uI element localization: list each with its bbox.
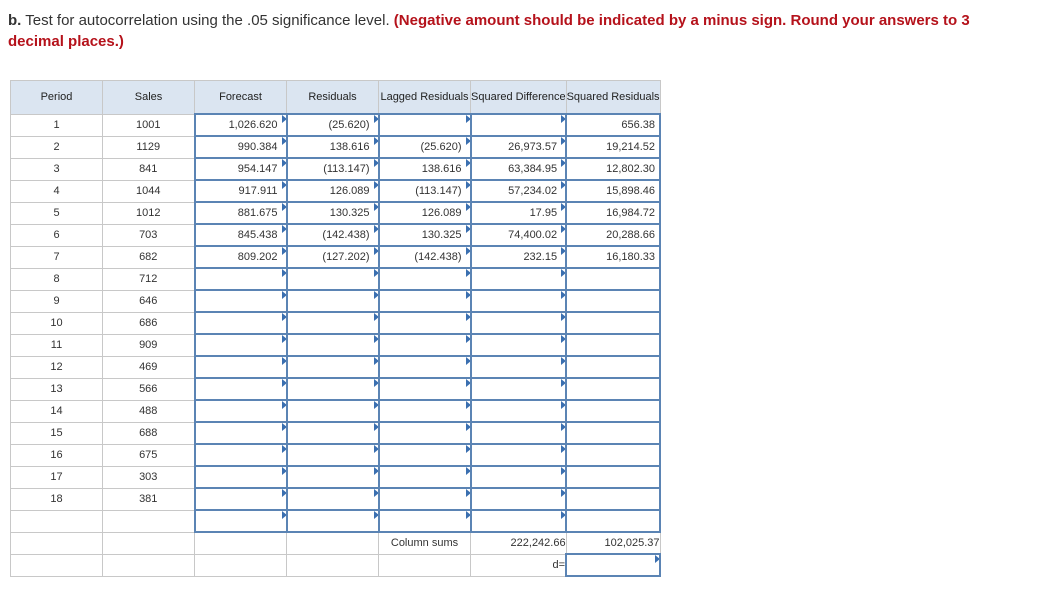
squared-difference-input[interactable] — [471, 312, 567, 334]
sales-cell: 1001 — [103, 114, 195, 136]
squared-residual-input[interactable] — [566, 378, 660, 400]
residual-input[interactable]: 138.616 — [287, 136, 379, 158]
period-cell — [11, 510, 103, 532]
forecast-input[interactable] — [195, 334, 287, 356]
residual-input[interactable]: (113.147) — [287, 158, 379, 180]
period-cell: 8 — [11, 268, 103, 290]
lagged-residual-input[interactable]: (25.620) — [379, 136, 471, 158]
period-cell: 6 — [11, 224, 103, 246]
period-cell: 15 — [11, 422, 103, 444]
header-residuals: Residuals — [287, 81, 379, 115]
squared-residual-input[interactable]: 16,984.72 — [566, 202, 660, 224]
forecast-input[interactable]: 881.675 — [195, 202, 287, 224]
sales-cell: 686 — [103, 312, 195, 334]
residual-input[interactable]: (25.620) — [287, 114, 379, 136]
input-flag-icon — [655, 555, 660, 563]
period-cell: 9 — [11, 290, 103, 312]
sales-cell: 1044 — [103, 180, 195, 202]
instruction-text: Test for autocorrelation using the .05 significance level. — [21, 12, 394, 29]
lagged-residual-input[interactable] — [379, 356, 471, 378]
table-row — [11, 488, 661, 510]
forecast-input[interactable]: 845.438 — [195, 224, 287, 246]
sales-cell: 703 — [103, 224, 195, 246]
period-cell: 2 — [11, 136, 103, 158]
forecast-input[interactable]: 1,026.620 — [195, 114, 287, 136]
sales-cell: 675 — [103, 444, 195, 466]
lagged-residual-input[interactable] — [379, 510, 471, 532]
squared-residual-input[interactable] — [566, 510, 660, 532]
table-row — [11, 510, 661, 532]
lagged-residual-input[interactable] — [379, 290, 471, 312]
squared-residual-input[interactable]: 16,180.33 — [566, 246, 660, 268]
squared-residual-input[interactable]: 12,802.30 — [566, 158, 660, 180]
squared-residual-input[interactable] — [566, 334, 660, 356]
header-period: Period — [11, 81, 103, 115]
sales-cell: 841 — [103, 158, 195, 180]
lagged-residual-input[interactable] — [379, 444, 471, 466]
squared-residual-input[interactable]: 656.38 — [566, 114, 660, 136]
table-row — [11, 312, 661, 334]
residual-input[interactable] — [287, 444, 379, 466]
table-row — [11, 466, 661, 488]
blank-cell — [287, 554, 379, 576]
instructions — [8, 10, 1028, 52]
table-row — [11, 378, 661, 400]
forecast-input[interactable] — [195, 510, 287, 532]
table-row — [11, 444, 661, 466]
squared-difference-input[interactable] — [471, 290, 567, 312]
blank-cell — [287, 532, 379, 554]
squared-residual-input[interactable] — [566, 290, 660, 312]
lagged-residual-input[interactable] — [379, 268, 471, 290]
sales-cell: 909 — [103, 334, 195, 356]
instruction-note: (Negative amount should be indicated by a minus sign. Round your answers to 3 decimal places.) — [8, 12, 970, 50]
squared-difference-input[interactable] — [471, 422, 567, 444]
table-row — [11, 224, 661, 246]
sales-cell: 1129 — [103, 136, 195, 158]
lagged-residual-input[interactable]: 138.616 — [379, 158, 471, 180]
squared-difference-input[interactable] — [471, 510, 567, 532]
sales-cell — [103, 510, 195, 532]
lagged-residual-input[interactable]: 126.089 — [379, 202, 471, 224]
squared-difference-input[interactable] — [471, 334, 567, 356]
header-squared-difference: Squared Difference — [471, 81, 567, 115]
residual-input[interactable]: (127.202) — [287, 246, 379, 268]
period-cell: 7 — [11, 246, 103, 268]
table-row — [11, 202, 661, 224]
sales-cell: 381 — [103, 488, 195, 510]
sales-cell: 488 — [103, 400, 195, 422]
period-cell: 1 — [11, 114, 103, 136]
residual-input[interactable] — [287, 466, 379, 488]
forecast-input[interactable] — [195, 444, 287, 466]
squared-difference-input[interactable]: 26,973.57 — [471, 136, 567, 158]
forecast-input[interactable] — [195, 466, 287, 488]
sum-squared-residuals: 102,025.37 — [566, 532, 660, 554]
lagged-residual-input[interactable]: (113.147) — [379, 180, 471, 202]
residual-input[interactable] — [287, 268, 379, 290]
sales-cell: 688 — [103, 422, 195, 444]
forecast-input[interactable] — [195, 356, 287, 378]
period-cell: 11 — [11, 334, 103, 356]
period-cell: 12 — [11, 356, 103, 378]
table-row — [11, 290, 661, 312]
lagged-residual-input[interactable] — [379, 488, 471, 510]
residual-input[interactable] — [287, 312, 379, 334]
forecast-input[interactable]: 917.911 — [195, 180, 287, 202]
squared-residual-input[interactable] — [566, 444, 660, 466]
squared-residual-input[interactable] — [566, 466, 660, 488]
lagged-residual-input[interactable]: (142.438) — [379, 246, 471, 268]
table-row — [11, 246, 661, 268]
sales-cell: 712 — [103, 268, 195, 290]
period-cell: 18 — [11, 488, 103, 510]
squared-residual-input[interactable] — [566, 312, 660, 334]
blank-cell — [11, 554, 103, 576]
lagged-residual-input[interactable] — [379, 400, 471, 422]
header-sales: Sales — [103, 81, 195, 115]
table-row — [11, 268, 661, 290]
squared-residual-input[interactable]: 19,214.52 — [566, 136, 660, 158]
squared-residual-input[interactable] — [566, 356, 660, 378]
residual-input[interactable] — [287, 488, 379, 510]
blank-cell — [195, 532, 287, 554]
table-row — [11, 136, 661, 158]
forecast-input[interactable] — [195, 312, 287, 334]
forecast-input[interactable] — [195, 400, 287, 422]
forecast-input[interactable] — [195, 290, 287, 312]
lagged-residual-input[interactable] — [379, 114, 471, 136]
sales-cell: 303 — [103, 466, 195, 488]
residual-input[interactable] — [287, 510, 379, 532]
lagged-residual-input[interactable] — [379, 334, 471, 356]
squared-difference-input[interactable] — [471, 114, 567, 136]
sales-cell: 1012 — [103, 202, 195, 224]
lagged-residual-input[interactable] — [379, 312, 471, 334]
period-cell: 16 — [11, 444, 103, 466]
header-lagged-residuals: Lagged Residuals — [379, 81, 471, 115]
lagged-residual-input[interactable] — [379, 378, 471, 400]
residual-input[interactable]: 126.089 — [287, 180, 379, 202]
blank-cell — [195, 554, 287, 576]
blank-cell — [103, 532, 195, 554]
squared-difference-input[interactable] — [471, 378, 567, 400]
forecast-input[interactable]: 954.147 — [195, 158, 287, 180]
forecast-input[interactable]: 809.202 — [195, 246, 287, 268]
forecast-input[interactable] — [195, 488, 287, 510]
residual-input[interactable] — [287, 400, 379, 422]
part-label: b. — [8, 12, 22, 29]
residual-input[interactable]: 130.325 — [287, 202, 379, 224]
header-squared-residuals: Squared Residuals — [566, 81, 660, 115]
column-sums-row — [11, 532, 661, 554]
autocorrelation-table — [10, 80, 661, 577]
squared-difference-input[interactable] — [471, 400, 567, 422]
squared-difference-input[interactable] — [471, 356, 567, 378]
blank-cell — [379, 554, 471, 576]
squared-residual-input[interactable] — [566, 422, 660, 444]
d-label: d= — [471, 554, 567, 576]
residual-input[interactable] — [287, 356, 379, 378]
period-cell: 10 — [11, 312, 103, 334]
lagged-residual-input[interactable] — [379, 466, 471, 488]
squared-residual-input[interactable]: 15,898.46 — [566, 180, 660, 202]
blank-cell — [103, 554, 195, 576]
table-row — [11, 400, 661, 422]
residual-input[interactable] — [287, 290, 379, 312]
residual-input[interactable] — [287, 334, 379, 356]
squared-difference-input[interactable] — [471, 466, 567, 488]
column-sums-label: Column sums — [379, 532, 471, 554]
squared-residual-input[interactable] — [566, 268, 660, 290]
period-cell: 17 — [11, 466, 103, 488]
squared-residual-input[interactable] — [566, 400, 660, 422]
lagged-residual-input[interactable]: 130.325 — [379, 224, 471, 246]
sales-cell: 566 — [103, 378, 195, 400]
squared-difference-input[interactable]: 74,400.02 — [471, 224, 567, 246]
table-row — [11, 334, 661, 356]
residual-input[interactable]: (142.438) — [287, 224, 379, 246]
header-row — [11, 81, 661, 115]
table-row — [11, 158, 661, 180]
header-forecast: Forecast — [195, 81, 287, 115]
d-statistic-row — [11, 554, 661, 576]
residual-input[interactable] — [287, 378, 379, 400]
blank-cell — [11, 532, 103, 554]
squared-difference-input[interactable] — [471, 488, 567, 510]
squared-residual-input[interactable]: 20,288.66 — [566, 224, 660, 246]
squared-difference-input[interactable] — [471, 444, 567, 466]
forecast-input[interactable] — [195, 378, 287, 400]
sales-cell: 469 — [103, 356, 195, 378]
table-row — [11, 180, 661, 202]
period-cell: 14 — [11, 400, 103, 422]
residual-input[interactable] — [287, 422, 379, 444]
lagged-residual-input[interactable] — [379, 422, 471, 444]
table-row — [11, 114, 661, 136]
sales-cell: 646 — [103, 290, 195, 312]
sum-squared-difference: 222,242.66 — [471, 532, 567, 554]
forecast-input[interactable] — [195, 422, 287, 444]
squared-difference-input[interactable]: 17.95 — [471, 202, 567, 224]
period-cell: 3 — [11, 158, 103, 180]
forecast-input[interactable] — [195, 268, 287, 290]
forecast-input[interactable]: 990.384 — [195, 136, 287, 158]
period-cell: 5 — [11, 202, 103, 224]
sales-cell: 682 — [103, 246, 195, 268]
squared-difference-input[interactable]: 232.15 — [471, 246, 567, 268]
table-row — [11, 422, 661, 444]
squared-difference-input[interactable]: 57,234.02 — [471, 180, 567, 202]
table-row — [11, 356, 661, 378]
d-statistic-input[interactable] — [566, 554, 660, 576]
squared-difference-input[interactable] — [471, 268, 567, 290]
period-cell: 13 — [11, 378, 103, 400]
period-cell: 4 — [11, 180, 103, 202]
squared-residual-input[interactable] — [566, 488, 660, 510]
squared-difference-input[interactable]: 63,384.95 — [471, 158, 567, 180]
